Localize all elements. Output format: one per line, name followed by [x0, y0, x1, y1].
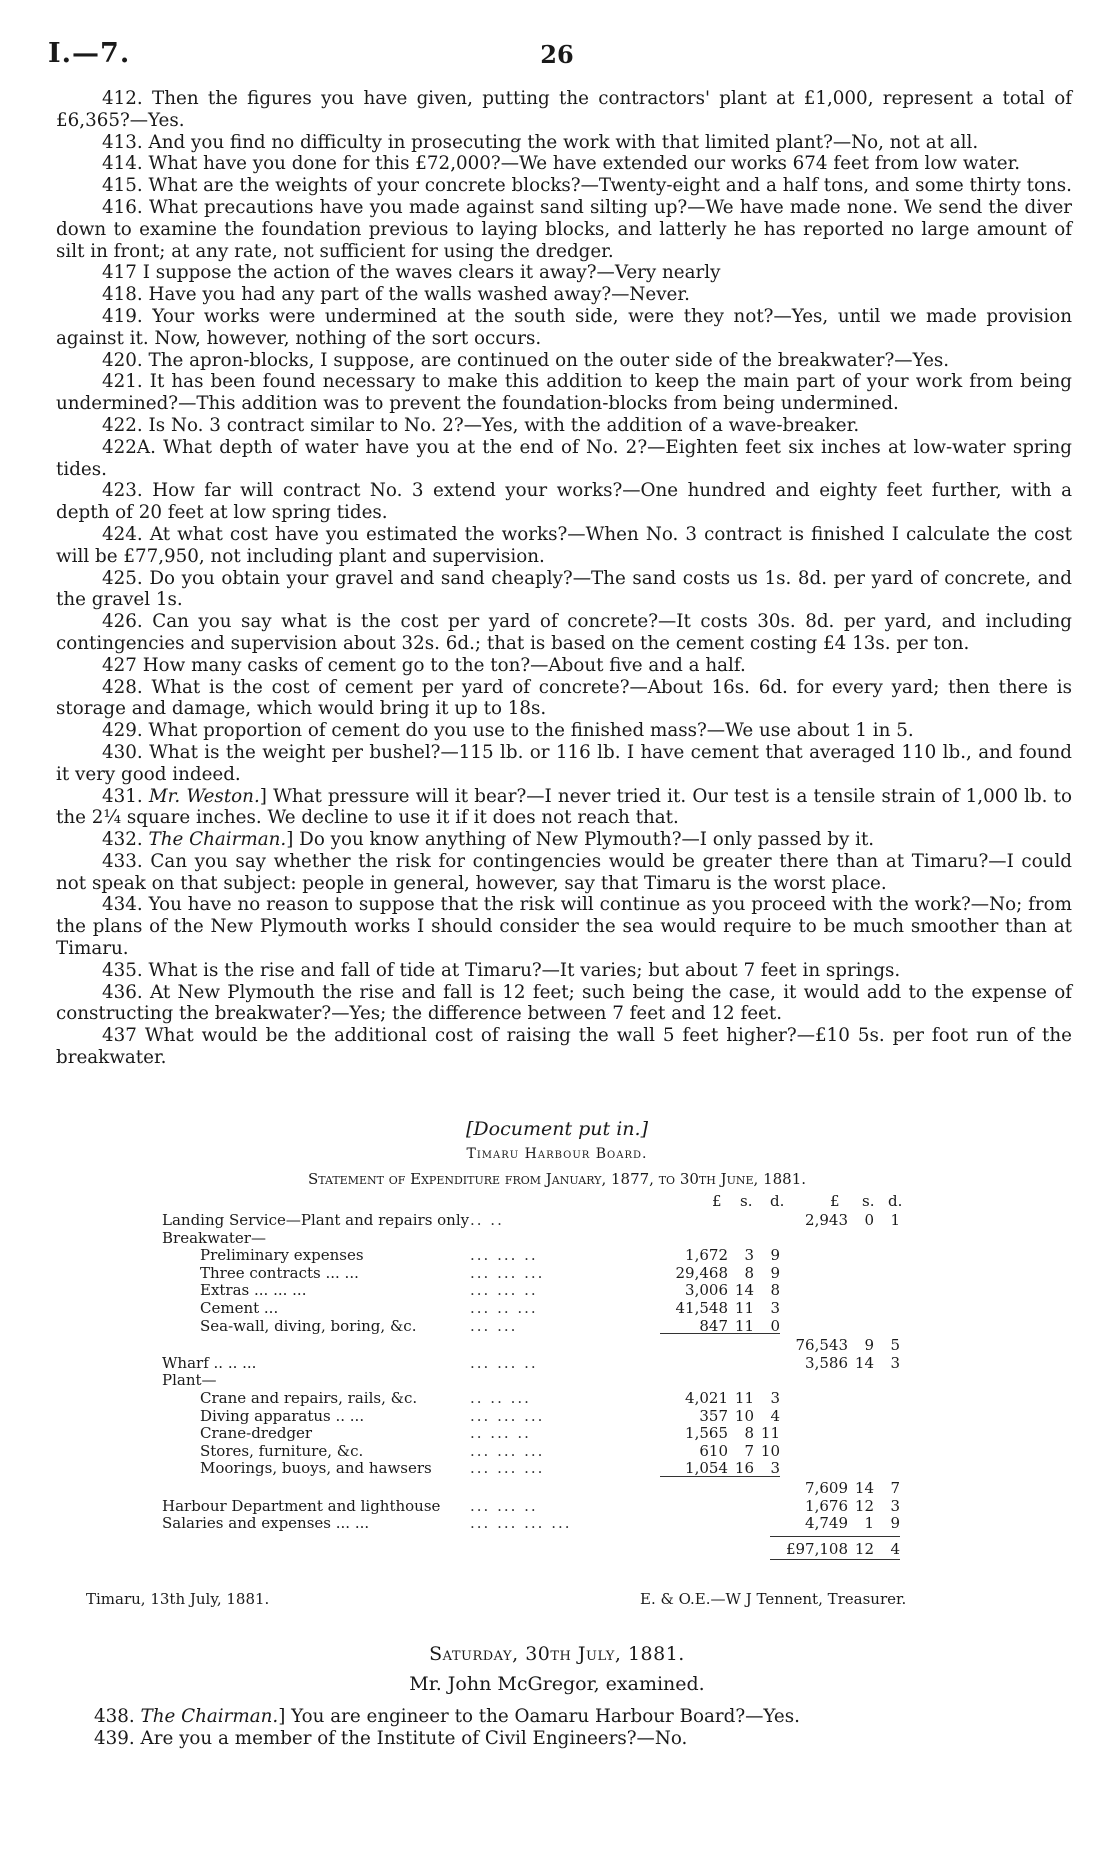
- page-number: 26: [540, 40, 574, 69]
- leader-dots: ... .. ...: [470, 1299, 538, 1317]
- expenditure-row: [0, 1514, 1114, 1531]
- question-number: 415.: [102, 175, 143, 197]
- expenditure-row: [0, 1371, 1114, 1388]
- leader-dots: ... ... ..: [470, 1496, 538, 1515]
- amount-cell: 610: [699, 1441, 728, 1460]
- qa-paragraph: [56, 175, 1072, 197]
- amount-cell: 4: [770, 1406, 780, 1425]
- qa-paragraph: [56, 677, 1072, 721]
- total-cell: 5: [890, 1336, 900, 1355]
- row-label: Preliminary expenses: [200, 1246, 364, 1265]
- qa-paragraph: [56, 655, 1072, 677]
- evidence-questions: [56, 88, 1072, 1069]
- question-number: 424.: [102, 523, 143, 545]
- leader-dots: .. .. ...: [470, 1389, 531, 1407]
- speaker-name: The Chairman.: [140, 1706, 279, 1727]
- leader-dots: ... ... ..: [470, 1281, 538, 1300]
- question-number: 420.: [102, 349, 143, 371]
- qa-text: What pressure will it bear?—I never tried it. Our test is a tensile strain of 1,000 lb. to the 2¼ square inches. We decline to use it if it does not reach that.: [56, 785, 1073, 829]
- qa-paragraph: [56, 350, 1072, 372]
- qa-text: How far will contract No. 3 extend your works?—One hundred and eighty feet further, with a depth of 20 feet at low spring tides.: [56, 480, 1072, 524]
- total-cell: 4: [890, 1539, 900, 1558]
- amount-cell: 16: [734, 1459, 754, 1478]
- amount-cell: 1,672: [685, 1246, 728, 1265]
- total-cell: 3: [890, 1496, 900, 1515]
- qa-text: You are engineer to the Oamaru Harbour Board?—Yes.: [291, 1706, 800, 1727]
- qa-text: What proportion of cement do you use to the finished mass?—We use about 1 in 5.: [148, 720, 914, 742]
- question-number: 432.: [102, 829, 143, 851]
- question-number: 436.: [102, 981, 143, 1003]
- qa-paragraph: [56, 153, 1072, 175]
- total-cell: 14: [854, 1479, 874, 1497]
- row-label: Plant—: [162, 1371, 217, 1390]
- total-cell: 3: [890, 1353, 900, 1372]
- question-number: 413.: [102, 131, 143, 153]
- question-number: 433.: [102, 850, 143, 872]
- total-cell: 4,749: [805, 1514, 848, 1533]
- row-label: Stores, furniture, &c.: [200, 1441, 364, 1460]
- board-name: Timaru Harbour Board.: [466, 1146, 648, 1162]
- total-cell: 2,943: [805, 1211, 848, 1229]
- amount-cell: 7: [744, 1441, 754, 1460]
- qa-text: What have you done for this £72,000?—We have extended our works 674 feet from low water.: [148, 153, 1021, 175]
- question-number: 414.: [102, 153, 143, 175]
- total-cell: 7: [890, 1479, 900, 1497]
- qa-text: At New Plymouth the rise and fall is 12 feet; such being the case, it would add to the expense of constructing the breakwater?—Yes; the difference between 7 feet and 12 feet.: [56, 981, 1073, 1025]
- column-header-outer: s.: [862, 1192, 875, 1210]
- expenditure-row: [0, 1459, 1114, 1476]
- speaker-name: The Chairman.: [148, 829, 287, 851]
- qa-paragraph: [56, 1025, 1072, 1069]
- question-number: 434.: [102, 894, 143, 916]
- amount-cell: 11: [734, 1389, 754, 1407]
- amount-cell: 0: [770, 1316, 780, 1335]
- question-number: 435.: [102, 959, 143, 981]
- row-label: Diving apparatus .. ...: [200, 1406, 365, 1425]
- qa-paragraph: [56, 1728, 1072, 1750]
- leader-dots: ... ... ...: [470, 1263, 545, 1282]
- qa-text: Is No. 3 contract similar to No. 2?—Yes, with the addition of a wave-breaker.: [148, 414, 860, 436]
- sitting-date: Saturday, 30th July, 1881.: [429, 1643, 685, 1665]
- subtotal-rule: [660, 1333, 780, 1334]
- qa-paragraph: [56, 262, 1072, 284]
- qa-text: What precautions have you made against sand silting up?—We have made none. We send the diver down to examine the foundation previous to laying blocks, and latterly he has reported no large amount of silt in front; at any rate, not sufficient for using the dredger.: [56, 196, 1072, 262]
- leader-dots: .. ... ..: [470, 1424, 531, 1443]
- column-header-inner: d.: [770, 1192, 785, 1210]
- question-number: 430.: [102, 741, 143, 763]
- qa-paragraph: [56, 371, 1072, 415]
- row-label: Salaries and expenses ... ...: [162, 1514, 370, 1533]
- statement-place-date: Timaru, 13th July, 1881.: [86, 1590, 270, 1608]
- qa-text: What is the cost of cement per yard of concrete?—About 16s. 6d. for every yard; then there is storage and damage, which would bring it up to 18s.: [56, 676, 1073, 720]
- amount-cell: 847: [699, 1316, 728, 1335]
- row-label: Sea-wall, diving, boring, &c.: [200, 1316, 417, 1335]
- evidence-questions-continued: [56, 1706, 1072, 1750]
- qa-paragraph: [56, 720, 1072, 742]
- expenditure-row: [0, 1317, 1114, 1334]
- amount-cell: 9: [770, 1246, 780, 1265]
- qa-paragraph: [56, 306, 1072, 350]
- amount-cell: 3: [770, 1389, 780, 1407]
- total-cell: 3,586: [805, 1353, 848, 1372]
- total-cell: £97,108: [785, 1539, 848, 1558]
- expenditure-row: [0, 1246, 1114, 1263]
- question-number: 412.: [102, 88, 143, 109]
- row-label: Cement ...: [200, 1299, 279, 1317]
- qa-paragraph: [56, 568, 1072, 612]
- question-number: 426.: [102, 611, 143, 633]
- qa-text: I suppose the action of the waves clears it away?—Very nearly: [142, 262, 721, 284]
- question-number: 431.: [102, 785, 143, 807]
- question-number: 419.: [102, 305, 143, 327]
- total-cell: 14: [854, 1353, 874, 1372]
- expenditure-row: [0, 1407, 1114, 1424]
- expenditure-row: [0, 1211, 1114, 1228]
- amount-cell: 41,548: [675, 1299, 728, 1317]
- subtotal-rule: [660, 1476, 780, 1477]
- qa-text: Do you obtain your gravel and sand cheaply?—The sand costs us 1s. 8d. per yard of concrete, and the gravel 1s.: [56, 567, 1073, 611]
- qa-text: Can you say whether the risk for contingencies would be greater there than at Timaru?—I could not speak on that subject: people in general, however, say that Timaru is the worst place.: [56, 850, 1072, 894]
- expenditure-row: [0, 1264, 1114, 1281]
- expenditure-row: [0, 1442, 1114, 1459]
- question-number: 438.: [94, 1706, 135, 1727]
- row-label: Landing Service—Plant and repairs only: [162, 1211, 470, 1229]
- qa-paragraph: [56, 88, 1072, 132]
- expenditure-row: [0, 1497, 1114, 1514]
- amount-cell: 10: [734, 1406, 754, 1425]
- total-cell: 9: [864, 1336, 874, 1355]
- qa-text: What would be the additional cost of raising the wall 5 feet higher?—£10 5s. per foot run of the breakwater.: [56, 1025, 1072, 1069]
- total-cell: 12: [854, 1496, 874, 1515]
- expenditure-row: [0, 1479, 1114, 1496]
- statement-signature: E. & O.E.—W J Tennent, Treasurer.: [640, 1590, 907, 1608]
- question-number: 437: [102, 1025, 137, 1047]
- expenditure-row: [0, 1354, 1114, 1371]
- qa-text: Then the figures you have given, putting the contractors' plant at £1,000, represent a total of £6,365?—Yes.: [56, 88, 1072, 131]
- qa-text: It has been found necessary to make this addition to keep the main part of your work from being undermined?—This addition was to prevent the foundation-blocks from being undermined.: [56, 371, 1072, 415]
- qa-text: What is the weight per bushel?—115 lb. or 116 lb. I have cement that averaged 110 lb., and found it very good indeed.: [56, 741, 1073, 785]
- expenditure-row: [0, 1299, 1114, 1316]
- leader-dots: ... ...: [470, 1316, 518, 1335]
- qa-text: At what cost have you estimated the works?—When No. 3 contract is finished I calculate the cost will be £77,950, not including plant and supervision.: [56, 523, 1072, 567]
- total-cell: 12: [854, 1539, 874, 1558]
- amount-cell: 11: [734, 1299, 754, 1317]
- column-header-inner: £: [712, 1192, 722, 1210]
- qa-text: The apron-blocks, I suppose, are continued on the outer side of the breakwater?—Yes.: [148, 349, 950, 371]
- qa-text: What is the rise and fall of tide at Timaru?—It varies; but about 7 feet in springs.: [148, 959, 901, 981]
- statement-title-text: Statement of Expenditure from January, 1877, to 30th June, 1881.: [307, 1170, 807, 1188]
- qa-paragraph: 431. Mr. Weston.] What pressure will it bear?—I never tried it. Our test is a tensile strain of 1,000 lb. to the 2¼ square inches. We decline to use it if it does not reach that.: [56, 785, 1073, 829]
- expenditure-row: [0, 1389, 1114, 1406]
- total-cell: 76,543: [795, 1336, 848, 1355]
- leader-dots: ... ... ..: [470, 1246, 538, 1265]
- qa-text: Are you a member of the Institute of Civil Engineers?—No.: [140, 1728, 688, 1749]
- question-number: 421.: [102, 371, 143, 393]
- amount-cell: 8: [770, 1281, 780, 1300]
- row-label: Moorings, buoys, and hawsers: [200, 1459, 432, 1478]
- column-header-outer: d.: [888, 1192, 903, 1210]
- qa-paragraph: [56, 524, 1072, 568]
- document-reference: I.—7.: [48, 38, 131, 69]
- question-number: 423.: [102, 480, 143, 502]
- question-number: 429.: [102, 720, 143, 742]
- amount-cell: 3,006: [685, 1281, 728, 1300]
- row-label: Wharf .. .. ...: [162, 1353, 257, 1372]
- amount-cell: 10: [760, 1441, 780, 1460]
- amount-cell: 1,054: [685, 1459, 728, 1478]
- row-label: Extras ... ... ...: [200, 1281, 307, 1300]
- total-cell: 1,676: [805, 1496, 848, 1515]
- leader-dots: ... ... ...: [470, 1459, 545, 1478]
- qa-paragraph: [56, 132, 1072, 154]
- qa-paragraph: [56, 611, 1072, 655]
- row-label: Crane-dredger: [200, 1424, 313, 1443]
- question-number: 418.: [102, 284, 143, 306]
- qa-paragraph: [56, 894, 1072, 959]
- speaker-name: Mr. Weston.: [148, 785, 260, 807]
- amount-cell: 357: [699, 1406, 728, 1425]
- amount-cell: 11: [734, 1316, 754, 1335]
- qa-paragraph: [56, 851, 1072, 895]
- qa-text: Have you had any part of the walls washed away?—Never.: [148, 284, 690, 306]
- amount-cell: 3: [770, 1459, 780, 1478]
- qa-text: What are the weights of your concrete blocks?—Twenty-eight and a half tons, and some thirty tons.: [148, 175, 1072, 197]
- total-cell: 7,609: [805, 1479, 848, 1497]
- qa-paragraph: [56, 197, 1072, 262]
- leader-dots: ... ... ..: [470, 1353, 538, 1372]
- qa-text: What depth of water have you at the end of No. 2?—Eighten feet six inches at low-water spring tides.: [56, 436, 1072, 480]
- row-label: Breakwater—: [162, 1228, 266, 1247]
- witness-heading: Mr. John McGregor, examined.: [409, 1673, 705, 1695]
- expenditure-row: [0, 1229, 1114, 1246]
- total-cell: 1: [890, 1211, 900, 1229]
- leader-dots: .. ..: [470, 1211, 504, 1229]
- document-put-in-note: [Document put in.]: [466, 1118, 648, 1140]
- leader-dots: ... ... ...: [470, 1441, 545, 1460]
- amount-cell: 14: [734, 1281, 754, 1300]
- row-label: Three contracts ... ...: [200, 1263, 359, 1282]
- qa-paragraph: [56, 742, 1072, 786]
- total-cell: 0: [864, 1211, 874, 1229]
- amount-cell: 3: [744, 1246, 754, 1265]
- amount-cell: 8: [744, 1424, 754, 1443]
- row-label: Crane and repairs, rails, &c.: [200, 1389, 418, 1407]
- total-cell: 9: [890, 1514, 900, 1533]
- column-header-inner: s.: [740, 1192, 753, 1210]
- question-number: 427: [102, 654, 137, 676]
- question-number: 416.: [102, 196, 143, 218]
- amount-cell: 3: [770, 1299, 780, 1317]
- grand-total-row: [0, 1540, 1114, 1557]
- amount-cell: 9: [770, 1263, 780, 1282]
- amount-cell: 8: [744, 1263, 754, 1282]
- qa-text: Can you say what is the cost per yard of concrete?—It costs 30s. 8d. per yard, and including contingencies and supervision about 32s. 6d.; that is based on the cement costing £4 13s. per ton.: [56, 611, 1072, 654]
- qa-text: And you find no difficulty in prosecuting the work with that limited plant?—No, not at all.: [148, 131, 979, 153]
- column-header-outer: £: [830, 1192, 840, 1210]
- amount-cell: 11: [760, 1424, 780, 1443]
- qa-paragraph: [56, 415, 1072, 437]
- question-number: 425.: [102, 567, 143, 589]
- question-number: 422.: [102, 414, 143, 436]
- question-number: 428.: [102, 676, 143, 698]
- qa-paragraph: [56, 960, 1072, 982]
- qa-paragraph: [56, 480, 1072, 524]
- total-cell: 1: [864, 1514, 874, 1533]
- expenditure-row: [0, 1424, 1114, 1441]
- qa-paragraph: 432. The Chairman.] Do you know anything of New Plymouth?—I only passed by it.: [102, 829, 875, 851]
- row-label: Harbour Department and lighthouse: [162, 1496, 441, 1515]
- qa-paragraph: [56, 437, 1072, 481]
- statement-title: [0, 1170, 1114, 1188]
- expenditure-row: [0, 1336, 1114, 1353]
- qa-text: You have no reason to suppose that the risk will continue as you proceed with the work?—No; from the plans of the New Plymouth works I should consider the sea would require to be much smoother than at Timaru.: [56, 894, 1072, 960]
- amount-cell: 29,468: [675, 1263, 728, 1282]
- expenditure-row: [0, 1281, 1114, 1298]
- amount-cell: 1,565: [685, 1424, 728, 1443]
- leader-dots: ... ... ...: [470, 1406, 545, 1425]
- qa-text: Do you know anything of New Plymouth?—I only passed by it.: [299, 829, 875, 851]
- question-number: 417: [102, 262, 137, 284]
- qa-paragraph: [56, 982, 1072, 1026]
- qa-paragraph: 438. The Chairman.] You are engineer to the Oamaru Harbour Board?—Yes.: [94, 1706, 800, 1727]
- total-rule-bottom: [770, 1559, 900, 1560]
- qa-paragraph: [56, 284, 1072, 306]
- amount-cell: 4,021: [685, 1389, 728, 1407]
- leader-dots: ... ... ... ...: [470, 1514, 572, 1533]
- question-number: 422A.: [102, 436, 156, 458]
- question-number: 439.: [94, 1728, 135, 1749]
- qa-text: How many casks of cement go to the ton?—About five and a half.: [142, 654, 746, 676]
- total-rule-top: [770, 1536, 900, 1537]
- qa-text: Your works were undermined at the south side, were they not?—Yes, until we made provision against it. Now, however, nothing of the sort occurs.: [56, 305, 1072, 349]
